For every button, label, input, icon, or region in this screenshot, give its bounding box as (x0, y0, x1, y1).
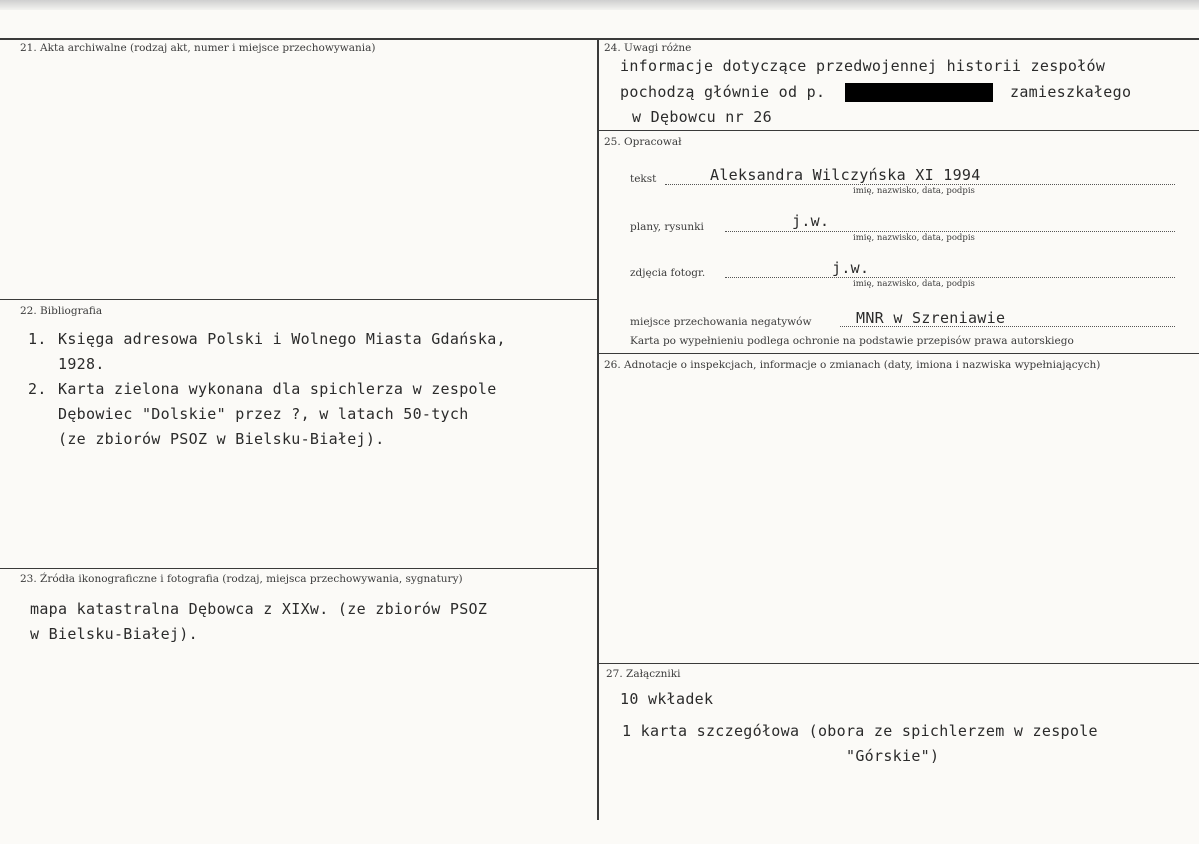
negatives-location-value: MNR w Szreniawie (856, 309, 1006, 327)
section-27-label: 27. Załączniki (606, 668, 681, 680)
divider-25-26 (598, 353, 1199, 354)
remarks-line-2-end: zamieszkałego (1010, 83, 1132, 101)
redaction-bar (845, 83, 993, 102)
remarks-line-2-start: pochodzą głównie od p. (620, 83, 826, 101)
bibliography-item-2-number: 2. (28, 380, 47, 398)
iconographic-source-line-2: w Bielsku-Białej). (30, 625, 198, 643)
drawings-author-label: plany, rysunki (630, 221, 704, 233)
section-24-label: 24. Uwagi różne (604, 42, 692, 54)
copyright-note: Karta po wypełnieniu podlega ochronie na podstawie przepisów prawa autorskiego (630, 335, 1074, 347)
section-22-label: 22. Bibliografia (20, 305, 103, 317)
drawings-author-line (725, 231, 1175, 232)
section-25-label: 25. Opracował (604, 136, 682, 148)
photos-author-line (725, 277, 1175, 278)
photos-author-value: j.w. (832, 259, 870, 277)
divider-24-25 (598, 130, 1199, 131)
section-23-label: 23. Źródła ikonograficzne i fotografia (rodzaj, miejsca przechowywania, sygnatury) (20, 573, 463, 585)
remarks-line-3: w Dębowcu nr 26 (632, 108, 772, 126)
top-rule (0, 38, 1199, 40)
attachments-line-3: "Górskie") (846, 747, 940, 765)
attachments-line-1: 10 wkładek (620, 690, 714, 708)
photos-author-caption: imię, nazwisko, data, podpis (853, 279, 975, 289)
text-author-value: Aleksandra Wilczyńska XI 1994 (710, 166, 981, 184)
text-author-line (665, 184, 1175, 185)
iconographic-source-line-1: mapa katastralna Dębowca z XIXw. (ze zbiorów PSOZ (30, 600, 488, 618)
divider-26-27 (598, 663, 1199, 664)
drawings-author-caption: imię, nazwisko, data, podpis (853, 233, 975, 243)
attachments-line-2: 1 karta szczegółowa (obora ze spichlerzem w zespole (622, 722, 1098, 740)
section-26-label: 26. Adnotacje o inspekcjach, informacje o zmianach (daty, imiona i nazwiska wypełniających) (604, 359, 1101, 371)
bibliography-item-1-number: 1. (28, 330, 47, 348)
bibliography-item-2-line-2: Dębowiec "Dolskie" przez ?, w latach 50-tych (58, 405, 469, 423)
section-21-label: 21. Akta archiwalne (rodzaj akt, numer i miejsce przechowywania) (20, 42, 376, 54)
bibliography-item-1-line-1: Księga adresowa Polski i Wolnego Miasta Gdańska, (58, 330, 506, 348)
remarks-line-1: informacje dotyczące przedwojennej historii zespołów (620, 57, 1106, 75)
divider-22-23 (0, 568, 598, 569)
drawings-author-value: j.w. (792, 212, 830, 230)
text-author-caption: imię, nazwisko, data, podpis (853, 186, 975, 196)
bibliography-item-1-line-2: 1928. (58, 355, 105, 373)
paper-top-edge (0, 0, 1199, 10)
negatives-location-label: miejsce przechowania negatywów (630, 316, 812, 328)
divider-21-22 (0, 299, 598, 300)
text-author-label: tekst (630, 173, 657, 185)
photos-author-label: zdjęcia fotogr. (630, 267, 706, 279)
bibliography-item-2-line-3: (ze zbiorów PSOZ w Bielsku-Białej). (58, 430, 385, 448)
bibliography-item-2-line-1: Karta zielona wykonana dla spichlerza w zespole (58, 380, 497, 398)
center-divider (597, 38, 599, 820)
